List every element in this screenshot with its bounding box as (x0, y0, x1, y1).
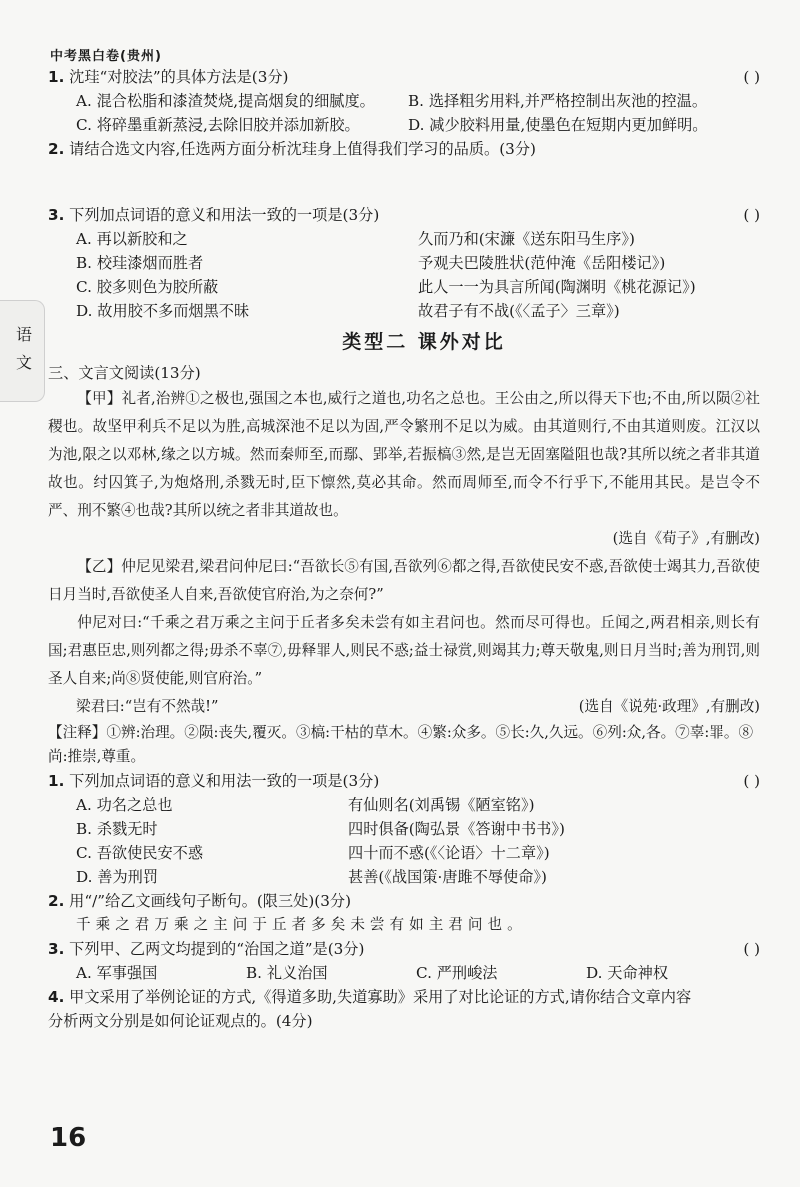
question-number: 4. (48, 988, 65, 1006)
option-a-left: A. 再以新胶和之 (76, 230, 188, 248)
part-question-4 (48, 985, 760, 1009)
question-number: 3. (48, 206, 65, 224)
part-question-4-cont: 分析两文分别是如何论证观点的。(4分) (48, 1012, 313, 1030)
subject-label: 语文 (15, 325, 32, 372)
passage-yi-para-1: 【乙】仲尼见梁君,梁君问仲尼曰:“吾欲长⑤有国,吾欲列⑥都之得,吾欲使民安不惑,吾欲使士竭其力,吾欲使日月当时,吾欲使圣人自来,吾欲使官府治,为之奈何?” (48, 558, 760, 603)
part-question-1 (48, 769, 760, 793)
question-text: 下列甲、乙两文均提到的“治国之道”是(3分) (69, 940, 365, 958)
option-d-left: D. 善为刑罚 (76, 868, 159, 886)
option-d-right: 故君子有不战(《〈孟子〉三章》) (418, 302, 620, 320)
passage-jia-source: (选自《荀子》,有删改) (612, 530, 760, 547)
option-b-left: B. 杀戮无时 (76, 820, 158, 838)
option-b: B. 选择粗劣用料,并严格控制出灰池的控温。 (408, 92, 708, 110)
question-text: 下列加点词语的意义和用法一致的一项是(3分) (69, 206, 380, 224)
section-title: 类型二 课外对比 (342, 331, 506, 353)
option-b-right: 予观夫巴陵胜状(范仲淹《岳阳楼记》) (418, 254, 666, 272)
option-c: C. 将碎墨重新蒸浸,去除旧胶并添加新胶。 (76, 116, 360, 134)
answer-paren: ( ) (743, 68, 760, 86)
option-b: B. 礼义治国 (246, 964, 328, 982)
option-row (48, 89, 760, 113)
option-row (48, 865, 760, 889)
option-c-left: C. 吾欲使民安不惑 (76, 844, 204, 862)
question-3 (48, 203, 760, 227)
option-a: A. 军事强国 (76, 964, 158, 982)
question-number: 2. (48, 892, 65, 910)
part-question-2 (48, 889, 760, 913)
option-row (48, 113, 760, 137)
question-2 (48, 137, 760, 161)
sentence-to-punctuate: 千乘之君万乘之主问于丘者多矣未尝有如主君问也。 (76, 916, 527, 933)
question-1 (48, 65, 760, 89)
question-number: 1. (48, 772, 65, 790)
question-text: 下列加点词语的意义和用法一致的一项是(3分) (69, 772, 380, 790)
question-text: 甲文采用了举例论证的方式,《得道多助,失道寡助》采用了对比论证的方式,请你结合文章内容 (69, 988, 692, 1006)
option-row (48, 817, 760, 841)
option-b-right: 四时俱备(陶弘景《答谢中书书》) (348, 820, 565, 838)
answer-space (48, 161, 760, 203)
option-row (48, 251, 760, 275)
option-row (48, 275, 760, 299)
answer-paren: ( ) (743, 940, 760, 958)
option-row (48, 299, 760, 323)
option-row (48, 793, 760, 817)
option-d: D. 减少胶料用量,使墨色在短期内更加鲜明。 (408, 116, 708, 134)
question-number: 3. (48, 940, 65, 958)
option-a-right: 有仙则名(刘禹锡《陋室铭》) (348, 796, 535, 814)
passage-jia (48, 385, 760, 553)
question-number: 1. (48, 68, 65, 86)
question-text: 用“/”给乙文画线句子断句。(限三处)(3分) (69, 892, 351, 910)
subject-side-tab (0, 300, 45, 402)
option-d-right: 甚善(《战国策·唐雎不辱使命》) (348, 868, 547, 886)
passage-yi-para-2: 仲尼对曰:“千乘之君万乘之主问于丘者多矣未尝有如主君问也。然而尽可得也。丘闻之,两君相亲,则长有国;君惠臣忠,则列都之得;毋杀不辜⑦,毋释罪人,则民不惑;益士禄赏,则竭其力;尊天敬鬼,则日月当时;善为刑罚,则圣人自来;尚⑧贤使能,则官府治。” (48, 614, 760, 687)
passage-jia-text: 【甲】礼者,治辨①之极也,强国之本也,威行之道也,功名之总也。王公由之,所以得天下也;不由,所以陨②社稷也。故坚甲利兵不足以为胜,高城深池不足以为固,严令繁刑不足以为威。由其道则行,不由其道则废。江汉以为池,限之以邓林,缘之以方城。然而秦师至,而鄢、郢举,若振槁③然,是岂无固塞隘阻也哉?其所以统之者非其道故也。纣囚箕子,为炮烙刑,杀戮无时,臣下懔然,莫必其命。然而周师至,而令不行乎下,不能用其民。是岂令不严、刑不繁④也哉?其所以统之者非其道故也。 (48, 390, 760, 519)
option-c-right: 四十而不惑(《〈论语〉十二章》) (348, 844, 550, 862)
passage-yi-para-3: 梁君曰:“岂有不然哉!” (76, 698, 219, 715)
option-b-left: B. 校珪漆烟而胜者 (76, 254, 204, 272)
option-row (48, 227, 760, 251)
option-d-left: D. 故用胶不多而烟黑不昧 (76, 302, 250, 320)
question-text: 沈珪“对胶法”的具体方法是(3分) (69, 68, 289, 86)
book-header: 中考黑白卷(贵州) (50, 49, 162, 64)
option-a: A. 混合松脂和漆渣焚烧,提高烟炱的细腻度。 (76, 92, 375, 110)
part-heading: 三、文言文阅读(13分) (48, 364, 201, 382)
option-a-left: A. 功名之总也 (76, 796, 173, 814)
option-a-right: 久而乃和(宋濂《送东阳马生序》) (418, 230, 635, 248)
content (48, 65, 760, 1033)
annotations: 【注释】①辨:治理。②陨:丧失,覆灭。③槁:干枯的草木。④繁:众多。⑤长:久,久远。⑥列:众,各。⑦辜:罪。⑧尚:推崇,尊重。 (48, 724, 754, 765)
answer-paren: ( ) (743, 772, 760, 790)
passage-yi (48, 553, 760, 721)
question-number: 2. (48, 140, 65, 158)
passage-yi-source: (选自《说苑·政理》,有删改) (578, 698, 760, 715)
part-question-3 (48, 937, 760, 961)
option-c-right: 此人一一为具言所闻(陶渊明《桃花源记》) (418, 278, 696, 296)
page-number: 16 (50, 1123, 87, 1153)
answer-paren: ( ) (743, 206, 760, 224)
option-row (48, 841, 760, 865)
option-c: C. 严刑峻法 (416, 964, 498, 982)
option-c-left: C. 胶多则色为胶所蔽 (76, 278, 219, 296)
option-row (48, 961, 760, 985)
question-text: 请结合选文内容,任选两方面分析沈珪身上值得我们学习的品质。(3分) (69, 140, 536, 158)
option-d: D. 天命神权 (586, 964, 669, 982)
